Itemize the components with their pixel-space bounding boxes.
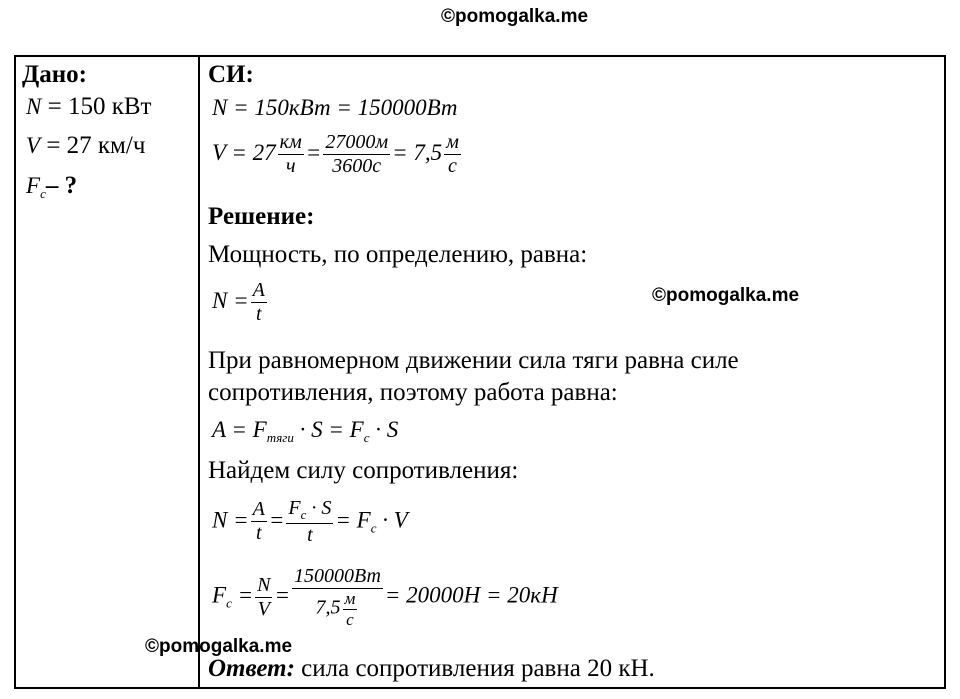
- watermark-bottom: ©pomogalka.me: [145, 636, 293, 657]
- formula-work: $A = F_{тяги} \cdot S = F_c \cdot S$: [212, 417, 399, 445]
- si-speed-conversion: V = 27 $\frac{км}{ч}$ = $\frac{27000м}{3600с}$ = 7,5 $\frac{м}{с}$: [212, 131, 459, 177]
- watermark-top: ©pomogalka.me: [441, 6, 589, 27]
- solution-para-1: Мощность, по определению, равна:: [208, 241, 588, 268]
- solution-para-2b: сопротивления, поэтому работа равна:: [208, 379, 618, 406]
- formula-power-force: N = $\frac{A}{t}$ = $\frac{F_c \cdot S}{t}$ = $F_c \cdot V$: [212, 497, 408, 546]
- si-heading: СИ:: [208, 61, 254, 88]
- given-heading: Дано:: [22, 61, 87, 88]
- column-divider: [198, 57, 200, 687]
- solution-para-3: Найдем силу сопротивления:: [208, 457, 519, 484]
- formula-power-definition: N = $\frac{A}{t}$: [212, 279, 265, 325]
- solution-heading: Решение:: [208, 203, 315, 230]
- answer-line: Ответ: сила сопротивления равна 20 кН.: [208, 655, 655, 682]
- given-unknown: $F_c-$ ?: [26, 172, 78, 201]
- given-speed: V = 27 км/ч: [26, 132, 146, 159]
- solution-table: [14, 55, 946, 689]
- formula-resistance-result: $F_c$ = $\frac{N}{V}$ = 150000Вт 7,5 $\frac{м}{с}$ = 20000Н = 20кН: [212, 565, 558, 629]
- given-power: N = 150 кВт: [26, 93, 152, 120]
- solution-para-2a: При равномерном движении сила тяги равна силе: [208, 347, 739, 374]
- si-power-conversion: N = 150кВт = 150000Вт: [212, 95, 458, 120]
- watermark-middle: ©pomogalka.me: [652, 285, 800, 306]
